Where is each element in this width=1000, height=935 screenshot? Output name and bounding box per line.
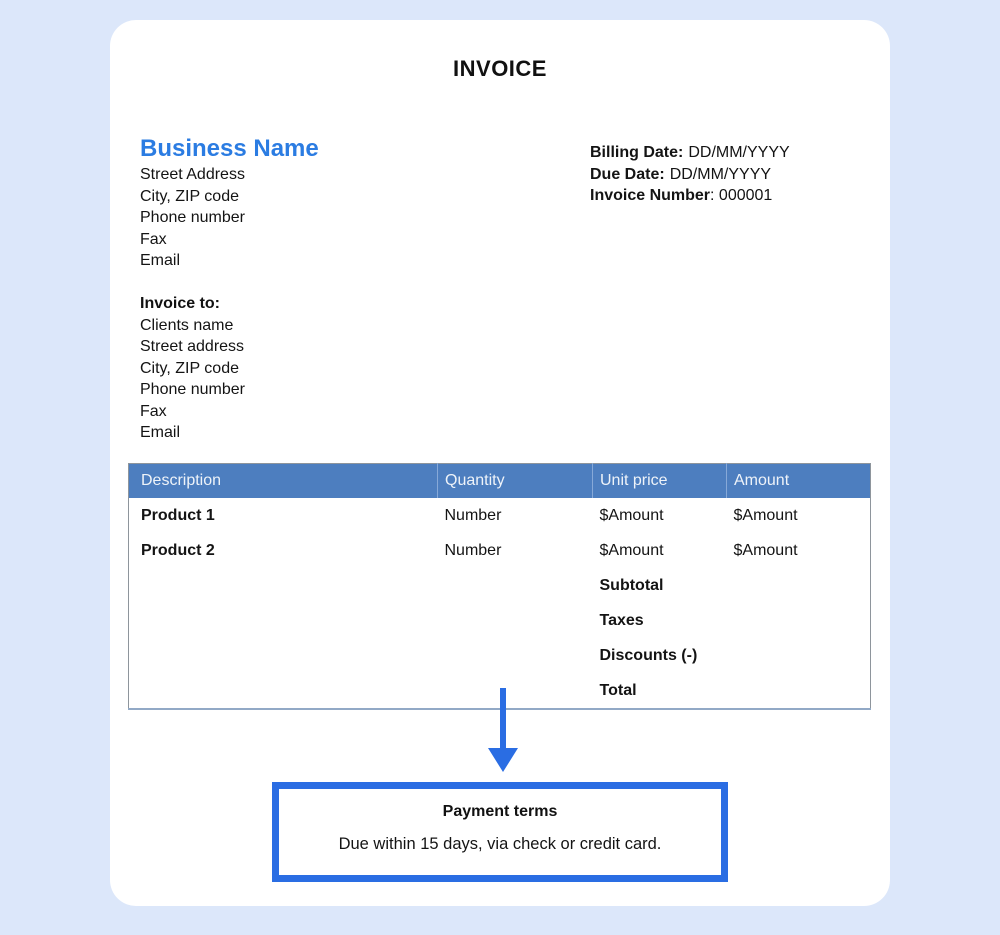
invoice-title: INVOICE <box>453 56 547 81</box>
business-info <box>140 134 319 272</box>
client-name: Clients name <box>140 316 234 334</box>
summary-row <box>129 568 871 603</box>
billing-date-label: Billing Date: <box>590 144 684 161</box>
product-2-description: Product 2 <box>141 541 215 559</box>
client-city-zip: City, ZIP code <box>140 359 239 377</box>
col-header-unit-price: Unit price <box>593 464 727 499</box>
client-street: Street address <box>140 338 245 355</box>
arrow-head <box>488 748 518 772</box>
discounts-label: Discounts (-) <box>599 646 698 664</box>
billing-date-line <box>590 142 790 164</box>
invoice-meta <box>590 142 790 207</box>
due-date-line <box>590 164 790 186</box>
col-header-description: Description <box>129 464 438 499</box>
product-2-unit-price: $Amount <box>599 541 664 559</box>
business-phone: Phone number <box>140 209 245 226</box>
line-items-table <box>128 463 871 710</box>
client-email: Email <box>140 424 181 441</box>
product-1-amount: $Amount <box>733 506 798 524</box>
col-header-amount: Amount <box>727 464 871 499</box>
business-street: Street Address <box>140 166 245 183</box>
product-1-description: Product 1 <box>141 506 215 524</box>
payment-terms-heading: Payment terms <box>442 803 558 820</box>
business-city-zip: City, ZIP code <box>140 187 239 205</box>
client-fax: Fax <box>140 402 167 420</box>
client-phone: Phone number <box>140 381 245 398</box>
billing-date-value: DD/MM/YYYY <box>688 144 790 161</box>
business-fax: Fax <box>140 230 167 248</box>
product-2-quantity: Number <box>444 541 502 559</box>
subtotal-label: Subtotal <box>599 576 664 594</box>
arrow-shaft <box>500 688 506 748</box>
business-name: Business Name <box>140 135 319 162</box>
invoice-number-line <box>590 185 790 207</box>
table-row <box>129 533 871 568</box>
invoice-number-value: : 000001 <box>710 187 773 204</box>
invoice-number-label: Invoice Number <box>590 187 711 204</box>
col-header-quantity: Quantity <box>438 464 593 499</box>
summary-row <box>129 603 871 638</box>
total-label: Total <box>599 681 637 699</box>
product-1-unit-price: $Amount <box>599 506 664 524</box>
invoice-to-section <box>140 293 245 444</box>
due-date-label: Due Date: <box>590 165 665 183</box>
invoice-to-heading: Invoice to: <box>140 295 221 312</box>
business-email: Email <box>140 252 181 269</box>
table-row <box>129 498 871 533</box>
product-2-amount: $Amount <box>733 541 798 559</box>
taxes-label: Taxes <box>599 611 644 629</box>
table-header-row <box>129 464 871 499</box>
due-date-value: DD/MM/YYYY <box>669 165 772 183</box>
down-arrow-icon <box>488 688 518 772</box>
invoice-document <box>110 20 890 906</box>
product-1-quantity: Number <box>444 506 502 524</box>
summary-row <box>129 638 871 673</box>
payment-terms-box <box>272 782 728 882</box>
payment-terms-text: Due within 15 days, via check or credit card. <box>338 835 662 853</box>
